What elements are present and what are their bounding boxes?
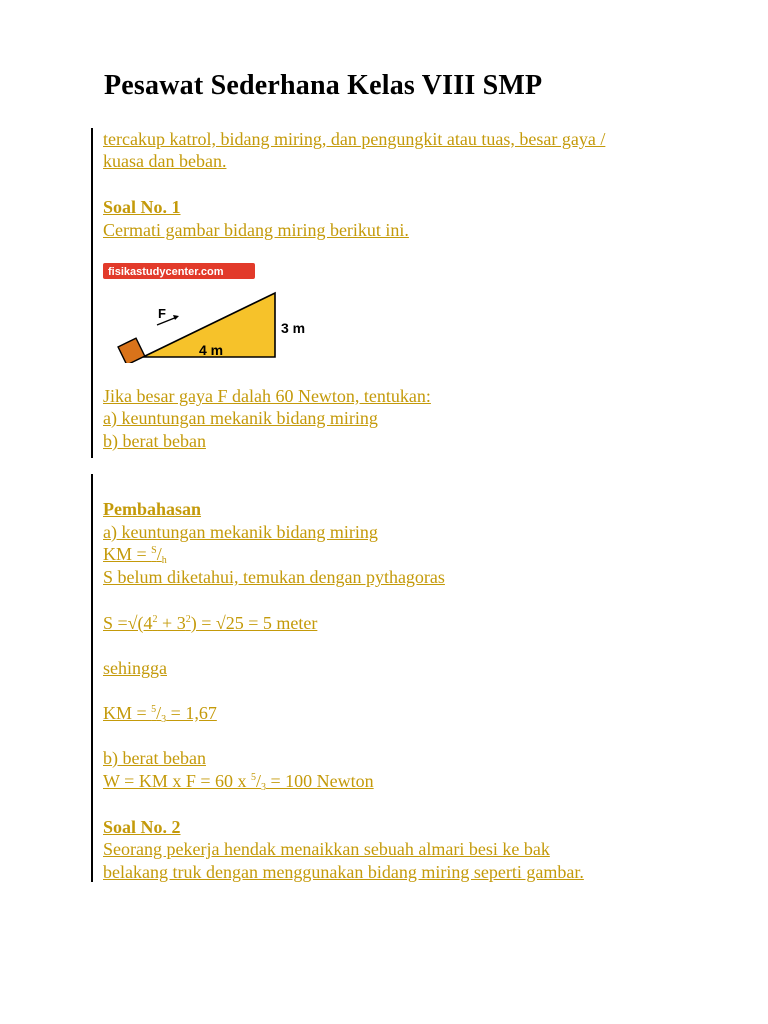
s-eq-exp2: 2: [185, 614, 191, 625]
intro-line-1[interactable]: tercakup katrol, bidang miring, dan pengungkit atau tuas, besar gaya /: [103, 129, 606, 149]
margin-bar-top: [91, 128, 93, 458]
force-arrowhead: [173, 315, 179, 320]
s-eq-part1: S =√(4: [103, 613, 153, 633]
margin-bar-bottom: [91, 474, 93, 882]
pembahasan-a-label[interactable]: a) keuntungan mekanik bidang miring: [103, 522, 378, 542]
km-numerator: S: [151, 545, 157, 556]
s-note[interactable]: S belum diketahui, temukan dengan pythagoras: [103, 567, 445, 587]
km-value-equation[interactable]: [103, 702, 217, 724]
soal1-heading[interactable]: Soal No. 1: [103, 197, 181, 217]
soal2-heading[interactable]: Soal No. 2: [103, 817, 181, 837]
w-eq-den: 3: [261, 782, 266, 793]
pembahasan-heading[interactable]: Pembahasan: [103, 499, 202, 519]
pembahasan-b-label[interactable]: b) berat beban: [103, 748, 206, 768]
force-label: F: [158, 306, 166, 321]
height-label: 3 m: [281, 320, 306, 336]
w-equation[interactable]: [103, 770, 374, 792]
km-denominator: h: [161, 555, 167, 566]
km-value-den: 3: [161, 714, 167, 725]
soal2-line-1[interactable]: Seorang pekerja hendak menaikkan sebuah almari besi ke bak: [103, 839, 550, 859]
s-eq-exp1: 2: [152, 614, 158, 625]
inclined-plane-figure: [103, 263, 318, 363]
s-eq-part2: + 3: [157, 613, 186, 633]
s-eq-part3: ) = √25 = 5 meter: [190, 613, 318, 633]
base-label: 4 m: [199, 342, 224, 358]
km-prefix: KM =: [103, 544, 152, 564]
w-eq-slash: /: [255, 771, 261, 791]
w-eq-suffix: = 100 Newton: [266, 771, 374, 791]
km-value-prefix: KM =: [103, 703, 152, 723]
km-value-num: 5: [151, 704, 157, 715]
km-value-slash: /: [156, 703, 162, 723]
block: [118, 338, 145, 363]
km-slash: /: [156, 544, 162, 564]
km-formula[interactable]: [103, 543, 167, 565]
soal1-part-b[interactable]: b) berat beban: [103, 431, 206, 451]
watermark-text: fisikastudycenter.com: [108, 266, 224, 278]
w-eq-prefix: W = KM x F = 60 x: [103, 771, 251, 791]
km-value-suffix: = 1,67: [166, 703, 217, 723]
w-eq-num: 5: [250, 772, 256, 783]
soal2-line-2[interactable]: belakang truk dengan menggunakan bidang miring seperti gambar.: [103, 862, 584, 882]
page-title: Pesawat Sederhana Kelas VIII SMP: [104, 70, 543, 101]
sehingga[interactable]: sehingga: [103, 658, 167, 678]
soal1-text[interactable]: Cermati gambar bidang miring berikut ini.: [103, 220, 409, 240]
soal1-part-a[interactable]: a) keuntungan mekanik bidang miring: [103, 408, 378, 428]
soal1-question[interactable]: Jika besar gaya F dalah 60 Newton, tentukan:: [103, 386, 431, 406]
s-equation[interactable]: [103, 612, 317, 634]
intro-line-2[interactable]: kuasa dan beban.: [103, 151, 227, 171]
